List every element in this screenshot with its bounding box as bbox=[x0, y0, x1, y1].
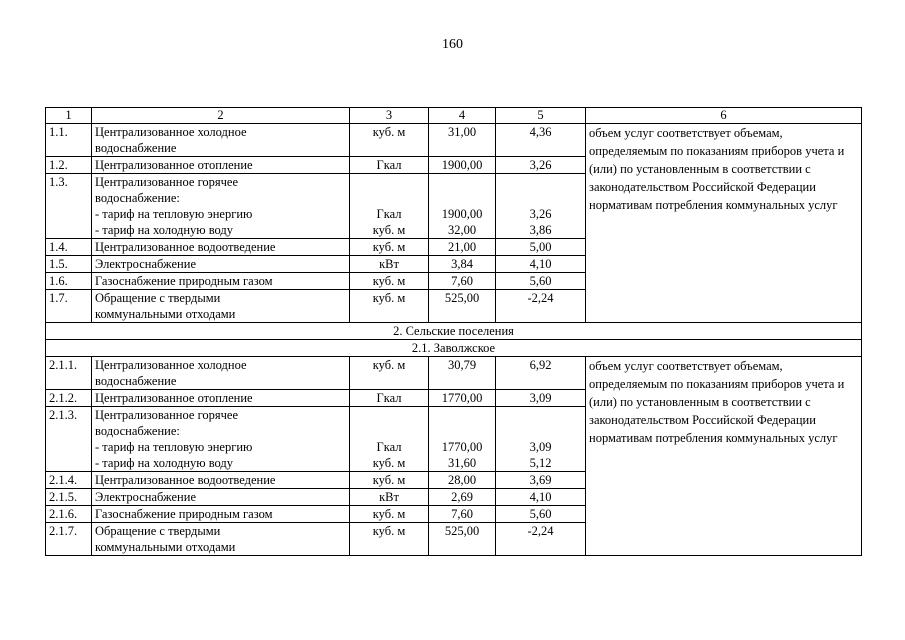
unit-line: куб. м bbox=[372, 240, 406, 254]
value-col4-line: 525,00 bbox=[444, 291, 480, 305]
service-name-line: Электроснабжение bbox=[95, 490, 196, 504]
unit-line: Гкал bbox=[376, 158, 402, 172]
column-number-4: 4 bbox=[429, 108, 496, 124]
service-name-line: Централизованное горячее bbox=[95, 175, 239, 189]
row-number: 1.7. bbox=[46, 290, 92, 323]
row-number: 1.1. bbox=[46, 124, 92, 157]
section-title: 2. Сельские поселения bbox=[46, 323, 862, 340]
service-name-line: - тариф на тепловую энергию bbox=[95, 440, 253, 454]
row-number: 2.1.2. bbox=[46, 390, 92, 407]
column-number-5: 5 bbox=[496, 108, 586, 124]
unit-line bbox=[353, 174, 425, 190]
value-col4-line: 30,79 bbox=[447, 358, 477, 372]
value-col4 bbox=[429, 273, 496, 290]
value-col4-line bbox=[432, 373, 492, 389]
value-col5-line: -2,24 bbox=[527, 291, 554, 305]
row-number: 2.1.7. bbox=[46, 523, 92, 556]
unit-cell bbox=[350, 239, 429, 256]
value-col4-line: 2,69 bbox=[451, 490, 473, 504]
value-col5 bbox=[496, 256, 586, 273]
unit-line: куб. м bbox=[372, 473, 406, 487]
unit-cell bbox=[350, 290, 429, 323]
value-col4-line: 1770,00 bbox=[441, 391, 483, 405]
service-name bbox=[92, 124, 350, 157]
unit-line bbox=[353, 539, 425, 555]
service-name-line: Обращение с твердыми bbox=[95, 291, 221, 305]
row-number: 1.5. bbox=[46, 256, 92, 273]
value-col5 bbox=[496, 357, 586, 390]
service-name bbox=[92, 506, 350, 523]
value-col5-line bbox=[499, 190, 582, 206]
unit-line: Гкал bbox=[376, 440, 402, 454]
service-name-line: Электроснабжение bbox=[95, 257, 196, 271]
service-name bbox=[92, 273, 350, 290]
value-col4 bbox=[429, 174, 496, 239]
value-col5-line bbox=[499, 373, 582, 389]
service-name-line: Централизованное отопление bbox=[95, 391, 253, 405]
value-col5 bbox=[496, 157, 586, 174]
value-col5 bbox=[496, 390, 586, 407]
table-row bbox=[46, 124, 862, 157]
unit-line: кВт bbox=[379, 257, 399, 271]
unit-line: куб. м bbox=[372, 507, 406, 521]
service-name-line: Централизованное водоотведение bbox=[95, 473, 276, 487]
row-number: 1.6. bbox=[46, 273, 92, 290]
service-name bbox=[92, 489, 350, 506]
column-number-1: 1 bbox=[46, 108, 92, 124]
unit-line bbox=[353, 306, 425, 322]
unit-line: кВт bbox=[379, 490, 399, 504]
service-name-line: - тариф на холодную воду bbox=[95, 223, 234, 237]
value-col4 bbox=[429, 239, 496, 256]
service-name-line: Газоснабжение природным газом bbox=[95, 507, 273, 521]
value-col5-line: 3,26 bbox=[529, 207, 552, 221]
value-col5-line: -2,24 bbox=[527, 524, 554, 538]
value-col4 bbox=[429, 290, 496, 323]
column-number-2: 2 bbox=[92, 108, 350, 124]
value-col5-line: 3,09 bbox=[529, 440, 552, 454]
note-cell: объем услуг соответствует объемам, определяемым по показаниям приборов учета и (или) по установленным в соответствии с законодательством Российской Федерации нормативам потребления коммунальных услуг bbox=[586, 124, 862, 323]
unit-cell bbox=[350, 523, 429, 556]
value-col4 bbox=[429, 124, 496, 157]
value-col5-line: 6,92 bbox=[529, 358, 552, 372]
value-col4 bbox=[429, 407, 496, 472]
value-col5-line: 5,12 bbox=[529, 456, 552, 470]
service-name-line: водоснабжение bbox=[95, 141, 177, 155]
value-col4 bbox=[429, 523, 496, 556]
table-row bbox=[46, 357, 862, 390]
value-col4-line: 1770,00 bbox=[441, 440, 483, 454]
value-col4 bbox=[429, 357, 496, 390]
service-name bbox=[92, 357, 350, 390]
tariff-table bbox=[45, 107, 862, 556]
unit-line: куб. м bbox=[372, 358, 406, 372]
value-col5-line bbox=[499, 174, 582, 190]
unit-line bbox=[353, 423, 425, 439]
value-col5 bbox=[496, 290, 586, 323]
unit-line: куб. м bbox=[372, 274, 406, 288]
value-col4-line: 7,60 bbox=[451, 274, 473, 288]
unit-cell bbox=[350, 157, 429, 174]
unit-line: куб. м bbox=[372, 524, 406, 538]
row-number: 2.1.6. bbox=[46, 506, 92, 523]
value-col5-line bbox=[499, 407, 582, 423]
value-col5-line: 3,86 bbox=[529, 223, 552, 237]
value-col4-line bbox=[432, 407, 492, 423]
unit-cell bbox=[350, 124, 429, 157]
value-col5-line: 5,00 bbox=[529, 240, 552, 254]
value-col5-line: 4,10 bbox=[529, 257, 552, 271]
service-name-line: - тариф на холодную воду bbox=[95, 456, 234, 470]
row-number: 2.1.4. bbox=[46, 472, 92, 489]
value-col5-line: 5,60 bbox=[529, 274, 552, 288]
value-col5 bbox=[496, 523, 586, 556]
service-name-line: водоснабжение: bbox=[95, 424, 180, 438]
value-col5-line bbox=[499, 140, 582, 156]
unit-cell bbox=[350, 256, 429, 273]
page-number: 160 bbox=[442, 37, 463, 52]
value-col4-line bbox=[432, 174, 492, 190]
unit-line bbox=[353, 373, 425, 389]
value-col4-line: 1900,00 bbox=[441, 158, 483, 172]
column-number-row bbox=[46, 108, 862, 124]
service-name bbox=[92, 174, 350, 239]
service-name bbox=[92, 390, 350, 407]
service-name-line: Централизованное горячее bbox=[95, 408, 239, 422]
value-col4-line: 31,00 bbox=[447, 125, 477, 139]
subsection-title: 2.1. Заволжское bbox=[46, 340, 862, 357]
value-col5 bbox=[496, 239, 586, 256]
service-name bbox=[92, 290, 350, 323]
unit-cell bbox=[350, 489, 429, 506]
value-col4 bbox=[429, 489, 496, 506]
row-number: 2.1.3. bbox=[46, 407, 92, 472]
unit-cell bbox=[350, 506, 429, 523]
value-col5 bbox=[496, 124, 586, 157]
value-col5 bbox=[496, 407, 586, 472]
unit-cell bbox=[350, 174, 429, 239]
column-number-3: 3 bbox=[350, 108, 429, 124]
value-col5-line bbox=[499, 306, 582, 322]
unit-line: куб. м bbox=[372, 125, 406, 139]
unit-line: Гкал bbox=[376, 391, 402, 405]
unit-line: куб. м bbox=[372, 456, 406, 470]
row-number: 1.4. bbox=[46, 239, 92, 256]
value-col4-line bbox=[432, 140, 492, 156]
service-name-line: коммунальными отходами bbox=[95, 307, 236, 321]
unit-cell bbox=[350, 273, 429, 290]
service-name bbox=[92, 239, 350, 256]
value-col4-line: 525,00 bbox=[444, 524, 480, 538]
value-col4-line: 21,00 bbox=[447, 240, 477, 254]
row-number: 2.1.1. bbox=[46, 357, 92, 390]
service-name-line: Централизованное отопление bbox=[95, 158, 253, 172]
value-col5-line: 5,60 bbox=[529, 507, 552, 521]
unit-cell bbox=[350, 357, 429, 390]
service-name bbox=[92, 407, 350, 472]
value-col4-line bbox=[432, 423, 492, 439]
service-name-line: Централизованное холодное bbox=[95, 125, 247, 139]
unit-line: куб. м bbox=[372, 223, 406, 237]
value-col4 bbox=[429, 506, 496, 523]
service-name-line: Обращение с твердыми bbox=[95, 524, 221, 538]
row-number: 2.1.5. bbox=[46, 489, 92, 506]
value-col5 bbox=[496, 273, 586, 290]
value-col5-line: 3,09 bbox=[529, 391, 552, 405]
value-col4-line: 32,00 bbox=[447, 223, 477, 237]
value-col4 bbox=[429, 256, 496, 273]
value-col4-line bbox=[432, 190, 492, 206]
service-name-line: - тариф на тепловую энергию bbox=[95, 207, 253, 221]
value-col5-line: 3,69 bbox=[529, 473, 552, 487]
value-col5-line: 4,36 bbox=[529, 125, 552, 139]
unit-line: Гкал bbox=[376, 207, 402, 221]
unit-cell bbox=[350, 407, 429, 472]
unit-line: куб. м bbox=[372, 291, 406, 305]
value-col5-line: 3,26 bbox=[529, 158, 552, 172]
note-cell: объем услуг соответствует объемам, определяемым по показаниям приборов учета и (или) по установленным в соответствии с законодательством Российской Федерации нормативам потребления коммунальных услуг bbox=[586, 357, 862, 556]
section-row bbox=[46, 323, 862, 340]
value-col4-line bbox=[432, 539, 492, 555]
service-name-line: коммунальными отходами bbox=[95, 540, 236, 554]
service-name bbox=[92, 157, 350, 174]
row-number: 1.3. bbox=[46, 174, 92, 239]
value-col5 bbox=[496, 489, 586, 506]
value-col4-line: 31,60 bbox=[447, 456, 477, 470]
value-col4 bbox=[429, 472, 496, 489]
value-col4-line: 28,00 bbox=[447, 473, 477, 487]
unit-cell bbox=[350, 390, 429, 407]
service-name-line: водоснабжение bbox=[95, 374, 177, 388]
value-col4 bbox=[429, 157, 496, 174]
service-name-line: водоснабжение: bbox=[95, 191, 180, 205]
value-col5 bbox=[496, 506, 586, 523]
value-col5-line bbox=[499, 539, 582, 555]
value-col5-line: 4,10 bbox=[529, 490, 552, 504]
service-name bbox=[92, 472, 350, 489]
value-col4-line: 1900,00 bbox=[441, 207, 483, 221]
service-name-line: Централизованное водоотведение bbox=[95, 240, 276, 254]
row-number: 1.2. bbox=[46, 157, 92, 174]
value-col4-line: 7,60 bbox=[451, 507, 473, 521]
value-col5 bbox=[496, 174, 586, 239]
unit-line bbox=[353, 407, 425, 423]
value-col4-line: 3,84 bbox=[451, 257, 473, 271]
unit-line bbox=[353, 190, 425, 206]
value-col5 bbox=[496, 472, 586, 489]
unit-cell bbox=[350, 472, 429, 489]
unit-line bbox=[353, 140, 425, 156]
service-name-line: Централизованное холодное bbox=[95, 358, 247, 372]
subsection-row bbox=[46, 340, 862, 357]
value-col4-line bbox=[432, 306, 492, 322]
service-name bbox=[92, 523, 350, 556]
service-name-line: Газоснабжение природным газом bbox=[95, 274, 273, 288]
service-name bbox=[92, 256, 350, 273]
value-col5-line bbox=[499, 423, 582, 439]
column-number-6: 6 bbox=[586, 108, 862, 124]
value-col4 bbox=[429, 390, 496, 407]
